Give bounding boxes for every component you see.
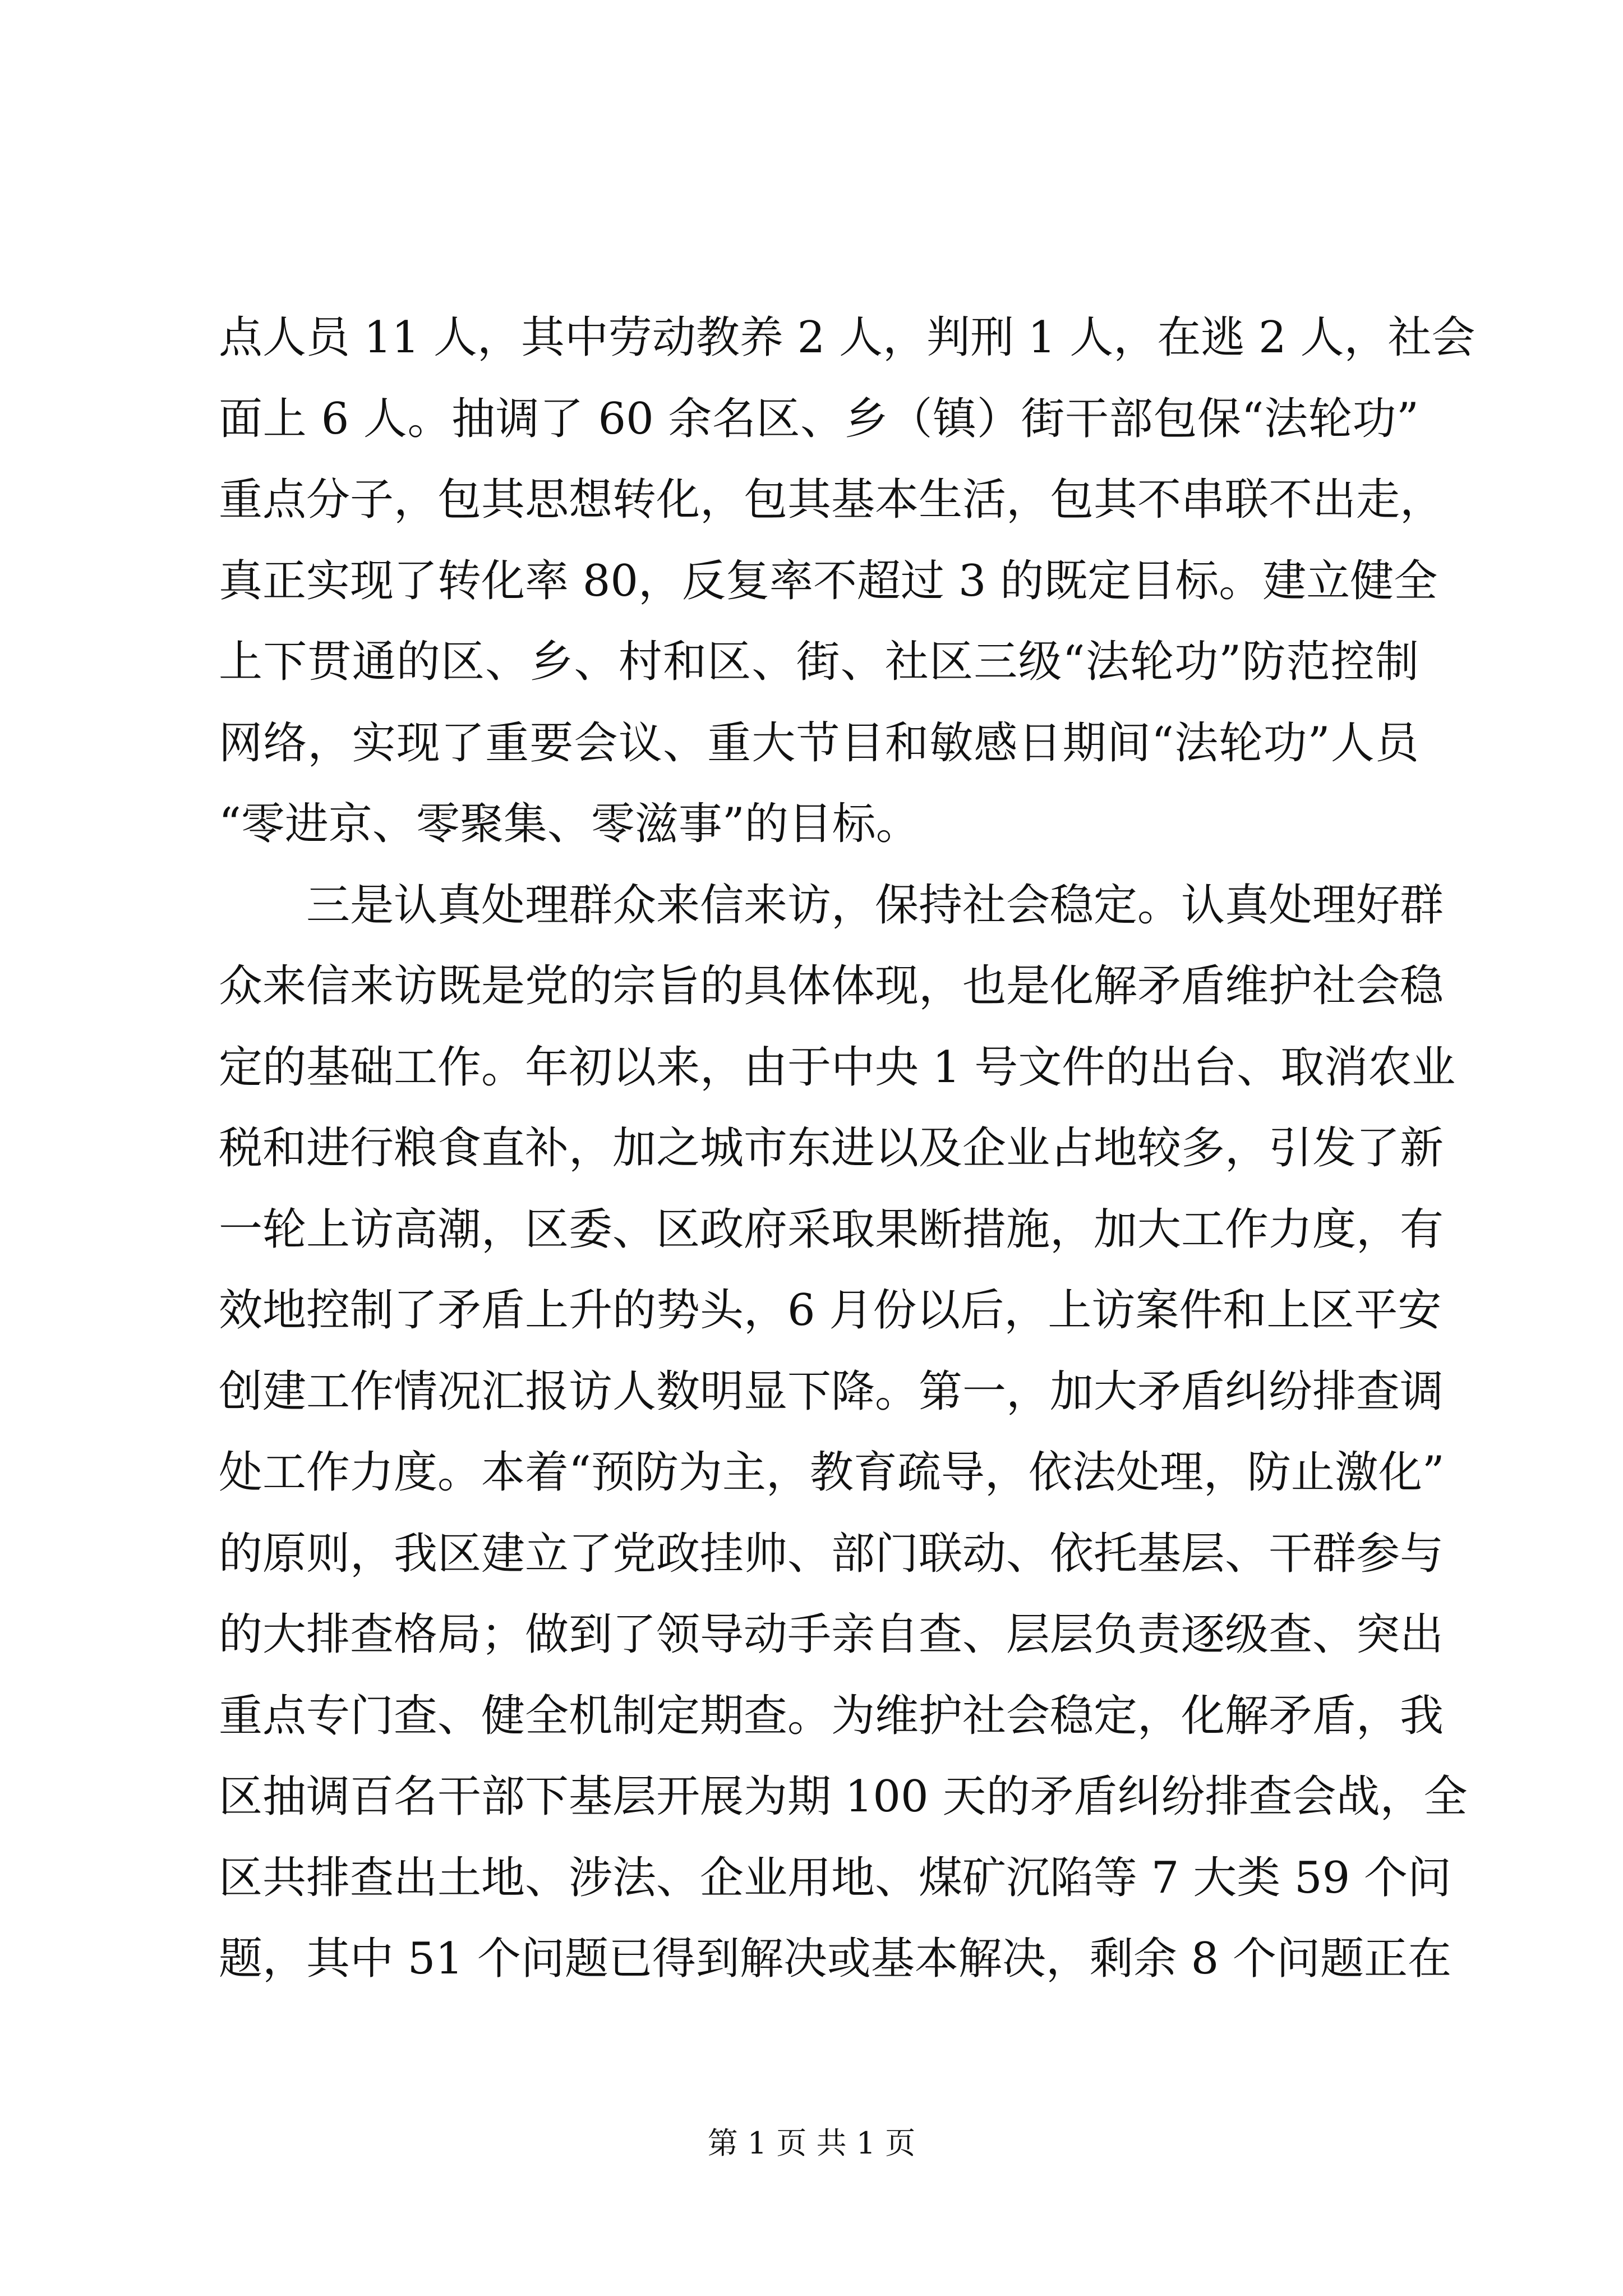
paragraph-line: 税和进行粮食直补，加之城市东进以及企业占地较多，引发了新 xyxy=(219,1123,1444,1174)
paragraph-line: 面上 6 人。抽调了 60 余名区、乡（镇）街干部包保“法轮功” xyxy=(219,393,1419,444)
paragraph-line: “零进京、零聚集、零滋事”的目标。 xyxy=(219,799,920,849)
document-body xyxy=(219,297,1476,2000)
paragraph-line: 重点分子，包其思想转化，包其基本生活，包其不串联不出走， xyxy=(219,475,1444,525)
paragraph-line: 定的基础工作。年初以来，由于中央 1 号文件的出台、取消农业 xyxy=(219,1042,1456,1093)
paragraph-line: 众来信来访既是党的宗旨的具体体现，也是化解矛盾维护社会稳 xyxy=(219,961,1444,1011)
paragraph-line: 的大排查格局；做到了领导动手亲自查、层层负责逐级查、突出 xyxy=(219,1609,1444,1660)
paragraph-line: 上下贯通的区、乡、村和区、街、社区三级“法轮功”防范控制 xyxy=(219,637,1419,687)
paragraph-line: 效地控制了矛盾上升的势头，6 月份以后，上访案件和上区平安 xyxy=(219,1285,1442,1336)
paragraph-line: 重点专门查、健全机制定期查。为维护社会稳定，化解矛盾，我 xyxy=(219,1690,1444,1741)
paragraph-line: 的原则，我区建立了党政挂帅、部门联动、依托基层、干群参与 xyxy=(219,1528,1444,1579)
paragraph-line: 一轮上访高潮，区委、区政府采取果断措施，加大工作力度，有 xyxy=(219,1204,1444,1255)
paragraph-line: 区共排查出土地、涉法、企业用地、煤矿沉陷等 7 大类 59 个问 xyxy=(219,1852,1452,1903)
paragraph-line: 区抽调百名干部下基层开展为期 100 天的矛盾纠纷排查会战，全 xyxy=(219,1772,1468,1822)
page-number-label: 第 1 页 共 1 页 xyxy=(707,2125,916,2161)
paragraph-line: 创建工作情况汇报访人数明显下降。第一，加大矛盾纠纷排查调 xyxy=(219,1366,1444,1417)
paragraph-line: 题，其中 51 个问题已得到解决或基本解决，剩余 8 个问题正在 xyxy=(219,1934,1452,1984)
paragraph-line: 点人员 11 人，其中劳动教养 2 人，判刑 1 人，在逃 2 人，社会 xyxy=(219,312,1476,363)
paragraph-first-line: 三是认真处理群众来信来访，保持社会稳定。认真处理好群 xyxy=(306,880,1444,931)
page-footer xyxy=(0,2119,1623,2162)
paragraph-line: 网络，实现了重要会议、重大节目和敏感日期间“法轮功”人员 xyxy=(219,717,1419,769)
paragraph-line: 处工作力度。本着“预防为主，教育疏导，依法处理，防止激化” xyxy=(219,1447,1445,1498)
paragraph-line: 真正实现了转化率 80，反复率不超过 3 的既定目标。建立健全 xyxy=(219,555,1438,606)
